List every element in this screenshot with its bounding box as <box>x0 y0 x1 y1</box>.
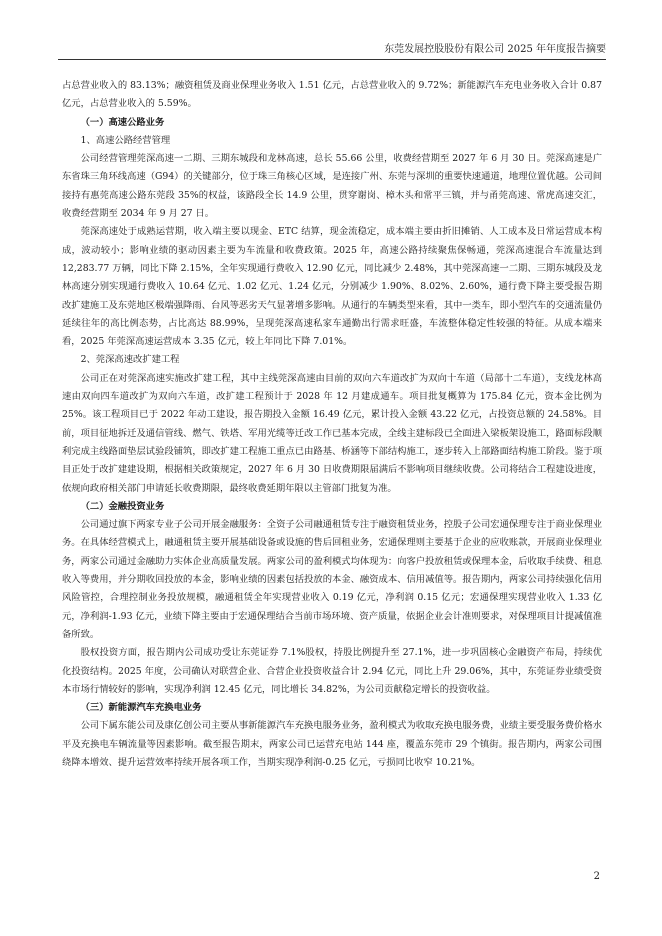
paragraph: 公司下属东能公司及康亿创公司主要从事新能源汽车充换电服务业务，盈利模式为收取充换电服务费，业绩主要受服务费价格水平及充换电车辆流量等因素影响。截至报告期末，两家公司已运营充电站 144 座，覆盖东莞市 29 个镇街。报告期内，两家公司围绕降本增效、提升运营效率持续开展各项工作，当期实现净利润-0.25 亿元，亏损同比收窄 10.21%。 <box>62 720 602 768</box>
paragraph: 公司正在对莞深高速实施改扩建工程，其中主线莞深高速由目前的双向六车道改扩为双向十车道（局部十二车道），支线龙林高速由双向四车道改扩为双向六车道，改扩建工程预计于 2028 年 12 月建成通车。项目批复概算为 175.84 亿元，资本金比例为 25%。该工程项目已于 2022 年动工建设，报告期投入金额 16.49 亿元，累计投入金额 43.22 亿元，占投资总额的 24.58%。目前，项目征地拆迁及通信管线、燃气、铁塔、军用光缆等迁改工作已基本完成，全线主建标段已全面进入梁板架设施工，路面标段顺利完成主线路面垫层试验段铺筑，即改扩建工程施工重点已由路基、桥涵等下部结构施工，逐步转入上部路面结构施工阶段。鉴于项目正处于改扩建建设期，根据相关政策规定，2027 年 6 月 30 日收费期限届满后不影响项目继续收费。公司将结合工程建设进度，依规向政府相关部门申请延长收费期限，最终收费延期年限以主管部门批复为准。 <box>62 372 602 494</box>
paragraph-continued: 占总营业收入的 83.13%；融资租赁及商业保理业务收入 1.51 亿元，占总营业收入的 9.72%；新能源汽车充电业务收入合计 0.87 亿元，占总营业收入的 5.59%。 <box>62 80 602 110</box>
section-heading-finance: （二）金融投资业务 <box>80 500 165 512</box>
subheading-highway-operation: 1、高速公路经营管理 <box>80 134 171 146</box>
document-body <box>62 77 602 772</box>
paragraph: 公司经营管理莞深高速一二期、三期东城段和龙林高速，总长 55.66 公里，收费经营期至 2027 年 6 月 30 日。莞深高速是广东省珠三角环线高速（G94）的关键部分，位于珠三角核心区域，是连接广州、东莞与深圳的重要快速通道，地理位置优越。公司间接持有惠莞高速公路东莞段 35%的权益，该路段全长 14.9 公里，贯穿谢岗、樟木头和常平三镇，并与甬莞高速、常虎高速交汇，收费经营期至 2034 年 9 月 27 日。 <box>62 153 602 220</box>
subheading-expansion-project: 2、莞深高速改扩建工程 <box>80 354 180 366</box>
section-heading-ev-charging: （三）新能源汽车充换电业务 <box>80 702 202 714</box>
paragraph: 公司通过旗下两家专业子公司开展金融服务：全资子公司融通租赁专注于融资租赁业务，控股子公司宏通保理专注于商业保理业务。在具体经营模式上，融通租赁主要开展基础设备或设施的售后回租业务，宏通保理则主要基于企业的应收账款，开展商业保理业务，两家公司通过金融助力实体企业高质量发展。两家公司的盈利模式均体现为：向客户投放租赁或保理本金，后收取手续费、租息收入等费用，并分期收回投放的本金，影响业绩的因素包括投放的本金、融资成本、信用减值等。报告期内，两家公司持续强化信用风险管控，合理控制业务投放规模，融通租赁全年实现营业收入 0.19 亿元，净利润 0.15 亿元；宏通保理实现营业收入 1.33 亿元，净利润-1.93 亿元，业绩下降主要由于宏通保理结合当前市场环境、资产质量，依据企业会计准则要求，对保理项目计提减值准备所致。 <box>62 519 602 640</box>
section-heading-highway: （一）高速公路业务 <box>80 116 165 128</box>
paragraph: 股权投资方面，报告期内公司成功受让东莞证券 7.1%股权，持股比例提升至 27.1%，进一步巩固核心金融资产布局，持续优化投资结构。2025 年度，公司确认对联营企业、合营企业投资收益合计 2.94 亿元，同比上升 29.06%，其中，东莞证券业绩受资本市场行情较好的影响，实现净利润 12.45 亿元，同比增长 34.82%，为公司贡献稳定增长的投资收益。 <box>62 647 602 695</box>
page-number: 2 <box>593 871 600 882</box>
page-header: 东莞发展控股股份有限公司 2025 年年度报告摘要 <box>58 40 606 60</box>
paragraph: 莞深高速处于成熟运营期，收入端主要以现金、ETC 结算，现金流稳定，成本端主要由折旧摊销、人工成本及日常运营成本构成，波动较小；影响业绩的驱动因素主要为车流量和收费政策。2025 年，高速公路持续聚焦保畅通，莞深高速混合车流量达到 12,283.77 万辆，同比下降 2.15%，全年实现通行费收入 12.90 亿元，同比减少 2.48%，其中莞深高速一二期、三期东城段及龙林高速分别实现通行费收入 10.64 亿元、1.02 亿元、1.24 亿元，分别减少 1.90%、8.02%、2.60%，通行费下降主要受报告期改扩建施工及东莞地区极端强降雨、台风等恶劣天气显著增多影响。从通行的车辆类型来看，其中一类车，即小型汽车的交通流量仍延续往年的高比例态势，占比高达 88.99%，呈现莞深高速私家车通勤出行需求旺盛，车流整体稳定性较强的特征。从成本端来看，2025 年莞深高速运营成本 3.35 亿元，较上年同比下降 7.01%。 <box>62 226 602 348</box>
